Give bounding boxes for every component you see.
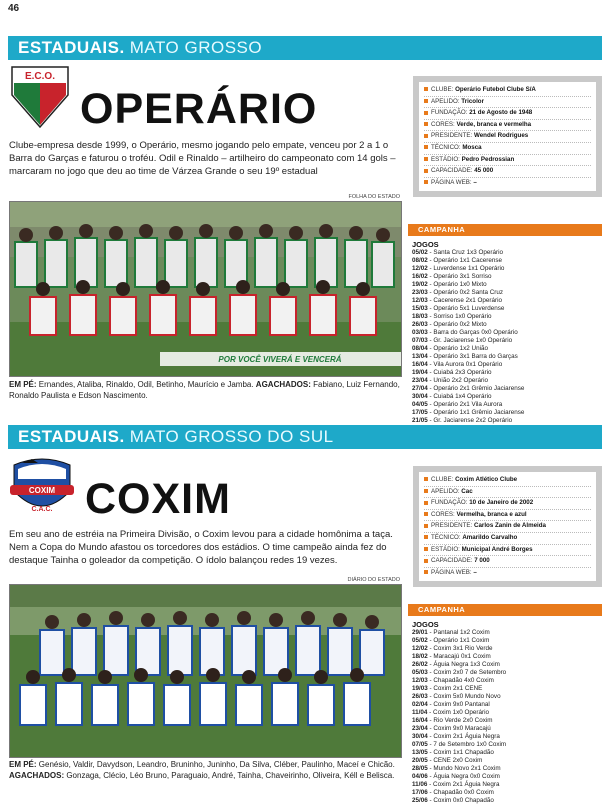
match-date: 11/04 <box>412 709 428 716</box>
info-value: Cac <box>461 487 473 495</box>
match-date: 23/04 <box>412 725 428 732</box>
bullet-square-icon <box>424 111 428 115</box>
match-score: Mundo Novo 2x1 Coxim <box>433 765 501 772</box>
info-row <box>424 487 591 499</box>
bullet-square-icon <box>424 169 428 173</box>
match-score: Coxim 2x0 7 de Setembro <box>433 669 507 676</box>
match-date: 16/02 <box>412 273 428 280</box>
info-value: Wendel Rodrigues <box>474 132 529 140</box>
match-result-item: 20/05 - CENE 2x0 Coxim <box>412 757 483 764</box>
caption-standing-names: Genésio, Valdir, Davydson, Leandro, Bruninho, Juninho, Da Silva, Cléber, Paulinho, Maceí e Chicão. <box>36 760 395 769</box>
info-label: CAPACIDADE: <box>431 167 473 175</box>
match-date: 29/01 <box>412 629 428 636</box>
info-label: PRESIDENTE: <box>431 522 473 530</box>
match-date: 19/02 <box>412 281 428 288</box>
match-result-item: 25/06 - Coxim 0x0 Chapadão <box>412 797 494 804</box>
match-result-item: 07/03 - Gr. Jaciarense 1x0 Operário <box>412 337 513 344</box>
info-row <box>424 498 591 510</box>
match-date: 11/06 <box>412 781 428 788</box>
caption-crouching-names: Fabiano, Luiz Fernando, Ronaldo Paulista e Edson Nascimento. <box>9 380 400 400</box>
match-result-item: 13/04 - Operário 3x1 Barra do Garças <box>412 353 518 360</box>
info-row <box>424 521 591 533</box>
match-score: Operário 1x1 Coxim <box>433 637 490 644</box>
info-row <box>424 475 591 487</box>
info-label: CLUBE: <box>431 86 454 93</box>
info-value: 45 000 <box>474 167 494 175</box>
match-date: 08/04 <box>412 345 428 352</box>
crest-text: COXIM <box>28 486 56 495</box>
match-score: Rio Verde 2x0 Coxim <box>433 717 493 724</box>
info-label: TÉCNICO: <box>431 533 461 541</box>
match-score: Coxim 2x1 Águia Negra <box>433 733 500 740</box>
match-date: 26/03 <box>412 693 428 700</box>
match-result-item: 15/03 - Operário 5x1 Luverdense <box>412 305 505 312</box>
team-photo-coxim <box>9 584 402 758</box>
match-result-item: 11/06 - Coxim 2x1 Águia Negra <box>412 781 500 788</box>
intro-coxim: Em seu ano de estréia na Primeira Divisão, o Coxim levou para a cidade homônima a taça. Nem a Copa do Mundo afastou os torcedores dos estádios. O time campeão ainda fez do destaque Tainha o goleador da competição. O ídolo balançou redes 19 vezes. <box>9 529 393 566</box>
match-score: Coxim 1x0 Operário <box>433 709 490 716</box>
caption-crouching-names: Gonzaga, Clécio, Léo Bruno, Paraguaio, André, Tainha, Chaveirinho, Oliveira, Kéll e Belisca. <box>64 771 395 780</box>
match-score: União 2x2 Operário <box>433 377 488 384</box>
match-date: 18/03 <box>412 313 428 320</box>
match-score: Operário 5x1 Luverdense <box>433 305 505 312</box>
match-date: 04/06 <box>412 773 428 780</box>
match-score: Operário 1x0 Mixto <box>433 281 487 288</box>
match-result-item: 19/04 - Cuiabá 2x3 Operário <box>412 369 492 376</box>
bullet-square-icon <box>424 477 428 481</box>
info-row <box>424 568 591 579</box>
match-score: Chapadão 4x0 Coxim <box>433 677 494 684</box>
team-title-operario: OPERÁRIO <box>80 85 318 133</box>
match-date: 20/05 <box>412 757 428 764</box>
match-score: Coxim 9x0 Maracajú <box>433 725 491 732</box>
match-date: 12/03 <box>412 677 428 684</box>
section-header-mato-grosso-do-sul <box>8 425 602 449</box>
match-score: Luverdense 1x1 Operário <box>433 265 505 272</box>
match-result-item: 23/03 - Operário 0x2 Santa Cruz <box>412 289 504 296</box>
match-score: Coxim 0x0 Chapadão <box>433 797 494 804</box>
match-score: Cuiabá 1x4 Operário <box>433 393 492 400</box>
match-score: Operário 1x1 Cacerense <box>433 257 502 264</box>
match-result-item: 04/06 - Águia Negra 0x0 Coxim <box>412 773 500 780</box>
match-score: Coxim 3x1 Rio Verde <box>433 645 493 652</box>
crest-subtext: C.A.C. <box>31 506 53 513</box>
match-score: Chapadão 0x0 Coxim <box>433 789 494 796</box>
info-label: PÁGINA WEB: <box>431 178 472 186</box>
photo-credit-coxim: DIÁRIO DO ESTADO <box>347 577 400 583</box>
match-date: 07/03 <box>412 337 428 344</box>
match-result-item: 23/04 - Coxim 9x0 Maracajú <box>412 725 491 732</box>
match-score: Gr. Jaciarense 1x0 Operário <box>433 337 513 344</box>
match-result-item: 16/04 - Rio Verde 2x0 Coxim <box>412 717 493 724</box>
campanha-header-operario: CAMPANHA <box>408 224 602 236</box>
match-result-item: 04/05 - Operário 2x1 Vila Aurora <box>412 401 503 408</box>
match-score: Operário 1x1 Grêmio Jaciarense <box>433 409 525 416</box>
match-score: Maracajú 0x1 Coxim <box>433 653 491 660</box>
bullet-square-icon <box>424 501 428 505</box>
caption-label-standing: EM PÉ: <box>9 380 37 389</box>
match-result-item: 19/02 - Operário 1x0 Mixto <box>412 281 487 288</box>
info-row <box>424 85 591 97</box>
match-date: 04/05 <box>412 401 428 408</box>
info-label: ESTÁDIO: <box>431 545 460 553</box>
match-result-item: 29/01 - Pantanal 1x2 Coxim <box>412 629 490 636</box>
match-score: Operário 0x2 Mixto <box>433 321 487 328</box>
match-date: 16/04 <box>412 717 428 724</box>
info-label: CAPACIDADE: <box>431 557 473 565</box>
match-score: Coxim 1x1 Chapadão <box>433 749 494 756</box>
section-header-region: MATO GROSSO DO SUL <box>129 427 334 446</box>
match-date: 05/02 <box>412 637 428 644</box>
match-score: CENE 2x0 Coxim <box>433 757 483 764</box>
match-result-item: 26/03 - Coxim 5x0 Mundo Novo <box>412 693 501 700</box>
info-value: Vermelha, branca e azul <box>456 510 527 518</box>
match-date: 08/02 <box>412 257 428 264</box>
match-score: Operário 2x1 Grêmio Jaciarense <box>433 385 525 392</box>
bullet-square-icon <box>424 489 428 493</box>
match-score: Coxim 5x0 Mundo Novo <box>433 693 501 700</box>
jogos-title: JOGOS <box>412 620 439 629</box>
team-title-coxim: COXIM <box>85 475 231 523</box>
info-value: Operário Futebol Clube S/A <box>455 86 536 93</box>
section-header-region: MATO GROSSO <box>129 38 263 57</box>
match-result-item: 16/02 - Operário 3x1 Sorriso <box>412 273 492 280</box>
caption-label-crouching: AGACHADOS: <box>9 771 65 780</box>
info-row <box>424 545 591 557</box>
match-result-item: 08/02 - Operário 1x1 Cacerense <box>412 257 502 264</box>
match-date: 05/03 <box>412 669 428 676</box>
match-score: Cacerense 2x1 Operário <box>433 297 502 304</box>
match-date: 19/04 <box>412 369 428 376</box>
section-header-mato-grosso <box>8 36 602 60</box>
match-result-item: 30/04 - Cuiabá 1x4 Operário <box>412 393 492 400</box>
info-row <box>424 166 591 178</box>
match-score: Santa Cruz 1x3 Operário <box>433 249 504 256</box>
match-result-item: 11/04 - Coxim 1x0 Operário <box>412 709 490 716</box>
match-score: Águia Negra 0x0 Coxim <box>433 773 500 780</box>
coxim-crest-logo <box>8 455 76 521</box>
info-row <box>424 108 591 120</box>
info-label: CORES: <box>431 510 455 518</box>
info-label: PRESIDENTE: <box>431 132 473 140</box>
match-score: Coxim 9x0 Pantanal <box>433 701 490 708</box>
match-score: Operário 2x1 Vila Aurora <box>433 401 503 408</box>
info-row <box>424 556 591 568</box>
match-date: 30/04 <box>412 733 428 740</box>
match-score: Operário 3x1 Sorriso <box>433 273 492 280</box>
match-result-item: 17/05 - Operário 1x1 Grêmio Jaciarense <box>412 409 525 416</box>
match-score: Operário 0x2 Santa Cruz <box>433 289 504 296</box>
match-date: 12/02 <box>412 265 428 272</box>
info-row <box>424 143 591 155</box>
info-value: 10 de Janeiro de 2002 <box>469 499 534 507</box>
info-value: Amarildo Carvalho <box>462 533 518 541</box>
match-result-item: 18/03 - Sorriso 1x0 Operário <box>412 313 492 320</box>
match-result-item: 13/05 - Coxim 1x1 Chapadão <box>412 749 494 756</box>
jogos-title: JOGOS <box>412 240 439 249</box>
bullet-square-icon <box>424 559 428 563</box>
match-score: Águia Negra 1x3 Coxim <box>433 661 500 668</box>
caption-operario <box>9 379 404 401</box>
info-label: CORES: <box>431 120 455 128</box>
match-score: Barra do Garças 0x0 Operário <box>433 329 518 336</box>
match-date: 17/06 <box>412 789 428 796</box>
bullet-square-icon <box>424 157 428 161</box>
bullet-square-icon <box>424 512 428 516</box>
info-label: FUNDAÇÃO: <box>431 109 468 117</box>
section-header-bold: ESTADUAIS. <box>18 38 125 57</box>
match-date: 26/03 <box>412 321 428 328</box>
match-result-item: 02/04 - Coxim 9x0 Pantanal <box>412 701 490 708</box>
caption-coxim <box>9 759 404 781</box>
club-info-box-coxim <box>413 466 602 587</box>
info-value: Carlos Zanin de Almeida <box>474 522 546 530</box>
match-score: Operário 1x2 União <box>433 345 488 352</box>
match-score: Coxim 2x1 Águia Negra <box>433 781 500 788</box>
match-score: Cuiabá 2x3 Operário <box>433 369 492 376</box>
club-info-box-operario <box>413 76 602 197</box>
bullet-square-icon <box>424 145 428 149</box>
campanha-list-operario <box>412 240 598 441</box>
match-date: 15/03 <box>412 305 428 312</box>
match-date: 17/05 <box>412 409 428 416</box>
match-result-item: 27/04 - Operário 2x1 Grêmio Jaciarense <box>412 385 525 392</box>
info-value: 7 000 <box>474 557 490 565</box>
info-label: CLUBE: <box>431 476 454 483</box>
match-result-item: 30/04 - Coxim 2x1 Águia Negra <box>412 733 500 740</box>
match-result-item: 21/05 - Gr. Jaciarense 2x2 Operário <box>412 417 513 424</box>
info-value: Tricolor <box>461 97 484 105</box>
match-date: 21/05 <box>412 417 428 424</box>
match-date: 13/04 <box>412 353 428 360</box>
caption-label-standing: EM PÉ: <box>9 760 37 769</box>
info-label: TÉCNICO: <box>431 143 461 151</box>
match-result-item: 12/02 - Luverdense 1x1 Operário <box>412 265 505 272</box>
match-score: Coxim 2x1 CENE <box>433 685 483 692</box>
match-date: 05/02 <box>412 249 428 256</box>
match-score: Sorriso 1x0 Operário <box>433 313 492 320</box>
info-row <box>424 155 591 167</box>
team-photo-operario <box>9 201 402 377</box>
match-result-item: 19/03 - Coxim 2x1 CENE <box>412 685 483 692</box>
match-result-item: 12/02 - Coxim 3x1 Rio Verde <box>412 645 493 652</box>
match-result-item: 05/02 - Santa Cruz 1x3 Operário <box>412 249 504 256</box>
info-label: ESTÁDIO: <box>431 155 460 163</box>
intro-operario: Clube-empresa desde 1999, o Operário, mesmo jogando pelo empate, venceu por 2 a 1 o Barra do Garças e faturou o troféu. Odil e Rinaldo – artilheiro do campeonato com 14 gols – marcaram no jogo que deu ao time de Várzea Grande o seu 19º estadual <box>9 140 396 177</box>
photo-banner-text: POR VOCÊ VIVERÁ E VENCERÁ <box>218 355 342 364</box>
match-date: 30/04 <box>412 393 428 400</box>
match-date: 02/04 <box>412 701 428 708</box>
operario-crest-logo <box>10 65 70 129</box>
info-row <box>424 533 591 545</box>
match-date: 28/05 <box>412 765 428 772</box>
match-date: 12/03 <box>412 297 428 304</box>
info-row <box>424 131 591 143</box>
match-date: 13/05 <box>412 749 428 756</box>
match-result-item: 12/03 - Cacerense 2x1 Operário <box>412 297 502 304</box>
info-row <box>424 178 591 189</box>
campanha-header-coxim: CAMPANHA <box>408 604 602 616</box>
info-value: Municipal André Borges <box>461 545 533 553</box>
info-value: Pedro Pedrossian <box>461 155 515 163</box>
info-label: FUNDAÇÃO: <box>431 499 468 507</box>
match-date: 26/02 <box>412 661 428 668</box>
match-result-item: 07/05 - 7 de Setembro 1x0 Coxim <box>412 741 507 748</box>
match-result-item: 26/03 - Operário 0x2 Mixto <box>412 321 487 328</box>
bullet-square-icon <box>424 180 428 184</box>
match-date: 23/04 <box>412 377 428 384</box>
match-score: Vila Aurora 0x1 Operário <box>433 361 503 368</box>
match-result-item: 03/03 - Barra do Garças 0x0 Operário <box>412 329 518 336</box>
bullet-square-icon <box>424 134 428 138</box>
match-result-item: 08/04 - Operário 1x2 União <box>412 345 488 352</box>
bullet-square-icon <box>424 99 428 103</box>
match-date: 25/06 <box>412 797 428 804</box>
match-result-item: 05/02 - Operário 1x1 Coxim <box>412 637 490 644</box>
match-result-item: 16/04 - Vila Aurora 0x1 Operário <box>412 361 503 368</box>
match-result-item: 12/03 - Chapadão 4x0 Coxim <box>412 677 494 684</box>
match-date: 19/03 <box>412 685 428 692</box>
info-label: APELIDO: <box>431 487 460 495</box>
bullet-square-icon <box>424 122 428 126</box>
match-score: Gr. Jaciarense 2x2 Operário <box>433 417 513 424</box>
page-number: 46 <box>8 3 20 14</box>
info-row <box>424 510 591 522</box>
info-row <box>424 97 591 109</box>
match-date: 27/04 <box>412 385 428 392</box>
match-result-item: 17/06 - Chapadão 0x0 Coxim <box>412 789 494 796</box>
match-score: Pantanal 1x2 Coxim <box>433 629 490 636</box>
match-result-item: 18/02 - Maracajú 0x1 Coxim <box>412 653 491 660</box>
info-value: 21 de Agosto de 1948 <box>469 109 533 117</box>
match-date: 18/02 <box>412 653 428 660</box>
bullet-square-icon <box>424 570 428 574</box>
match-result-item: 23/04 - União 2x2 Operário <box>412 377 488 384</box>
match-result-item: 26/02 - Águia Negra 1x3 Coxim <box>412 661 500 668</box>
section-header-bold: ESTADUAIS. <box>18 427 125 446</box>
bullet-square-icon <box>424 535 428 539</box>
bullet-square-icon <box>424 547 428 551</box>
info-label: APELIDO: <box>431 97 460 105</box>
match-score: Operário 3x1 Barra do Garças <box>433 353 518 360</box>
match-result-item: 05/03 - Coxim 2x0 7 de Setembro <box>412 669 507 676</box>
bullet-square-icon <box>424 524 428 528</box>
info-value: Coxim Atlético Clube <box>455 476 518 483</box>
info-value: Mosca <box>462 143 482 151</box>
photo-credit-operario: FOLHA DO ESTADO <box>348 194 400 200</box>
info-value: – <box>473 178 477 186</box>
match-date: 03/03 <box>412 329 428 336</box>
campanha-list-coxim <box>412 620 598 805</box>
info-label: PÁGINA WEB: <box>431 568 472 576</box>
crest-text: E.C.O. <box>24 71 56 82</box>
match-date: 12/02 <box>412 645 428 652</box>
match-date: 16/04 <box>412 361 428 368</box>
info-value: – <box>473 568 477 576</box>
caption-label-crouching: AGACHADOS: <box>255 380 311 389</box>
info-value: Verde, branca e vermelha <box>456 120 532 128</box>
bullet-square-icon <box>424 87 428 91</box>
caption-standing-names: Ernandes, Ataliba, Rinaldo, Odil, Betinho, Maurício e Jamba. <box>36 380 256 389</box>
info-row <box>424 120 591 132</box>
match-date: 07/05 <box>412 741 428 748</box>
match-score: 7 de Setembro 1x0 Coxim <box>433 741 507 748</box>
match-result-item: 28/05 - Mundo Novo 2x1 Coxim <box>412 765 501 772</box>
match-date: 23/03 <box>412 289 428 296</box>
